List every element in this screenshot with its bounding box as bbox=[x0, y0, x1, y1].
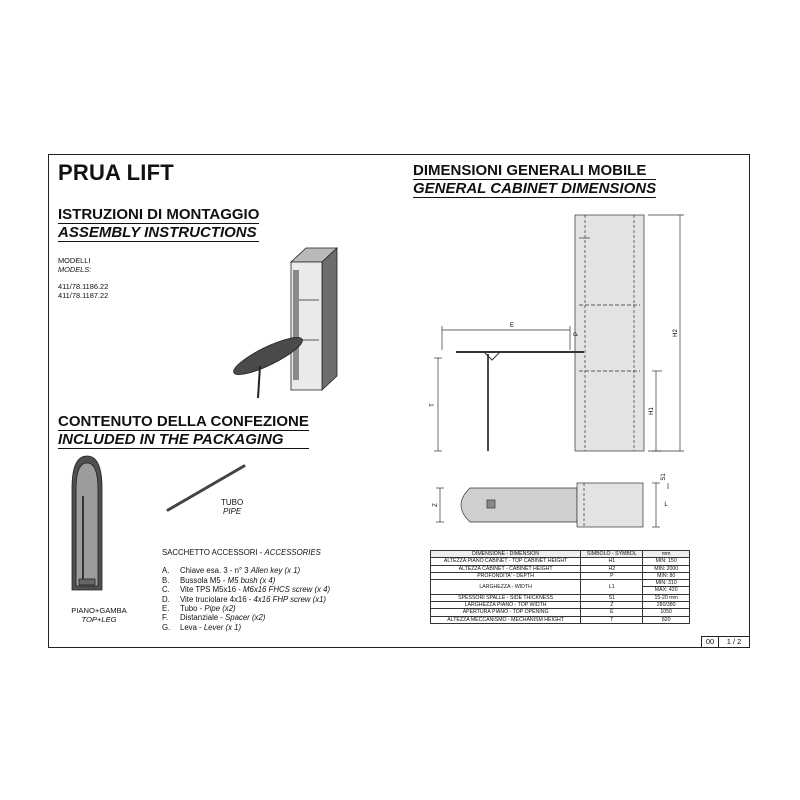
top-leg-label-it: PIANO+GAMBA bbox=[71, 606, 127, 615]
accessories-heading-it: SACCHETTO ACCESSORI - bbox=[162, 548, 265, 557]
dimensions-heading-it: DIMENSIONI GENERALI MOBILE bbox=[413, 162, 656, 180]
table-row bbox=[431, 609, 690, 616]
accessory-en: Pipe (x2) bbox=[204, 604, 236, 614]
contents-heading-it: CONTENUTO DELLA CONFEZIONE bbox=[58, 413, 309, 430]
accessory-en: M5 bush (x 4) bbox=[227, 575, 276, 585]
table-row bbox=[431, 565, 690, 572]
table-cell: ALTEZZA CABINET - CABINET HEIGHT bbox=[431, 565, 581, 572]
dimensions-table bbox=[430, 550, 690, 624]
accessory-it: Bussola M5 - bbox=[180, 575, 228, 585]
accessory-it: Chiave esa. 3 - n° 3 bbox=[180, 566, 251, 576]
accessory-it: Leva - bbox=[180, 622, 204, 632]
accessory-key: F. bbox=[162, 613, 169, 623]
accessory-key: G. bbox=[162, 622, 171, 632]
pipe-illustration bbox=[168, 466, 244, 510]
top-leg-illustration bbox=[72, 456, 102, 590]
dim-label-s1: S1 bbox=[661, 473, 667, 481]
table-cell: P bbox=[581, 572, 643, 579]
accessory-en: M6x16 FHCS screw (x 4) bbox=[242, 585, 331, 595]
dim-label-z: Z bbox=[433, 503, 439, 507]
cabinet-illustration bbox=[230, 248, 337, 398]
table-cell: LARGHEZZA PIANO - TOP WIDTH bbox=[431, 602, 581, 609]
table-cell: Z bbox=[581, 602, 643, 609]
accessory-en: 4x16 FHP screw (x1) bbox=[253, 594, 327, 604]
assembly-heading-it: ISTRUZIONI DI MONTAGGIO bbox=[58, 206, 260, 223]
page-title: PRUA LIFT bbox=[58, 160, 174, 185]
dim-label-l: L bbox=[664, 502, 668, 508]
table-row bbox=[431, 580, 690, 587]
plan-view bbox=[436, 483, 668, 527]
accessory-key: B. bbox=[162, 575, 170, 585]
models-label-it: MODELLI bbox=[58, 256, 91, 265]
accessory-it: Vite TPS M5x16 - bbox=[180, 585, 243, 595]
table-cell: 280/380 bbox=[643, 602, 690, 609]
table-cell: L1 bbox=[581, 580, 643, 595]
accessory-key: E. bbox=[162, 604, 170, 614]
table-cell: 1050 bbox=[643, 609, 690, 616]
table-header: mm bbox=[643, 551, 690, 558]
table-cell: MIN: 80 bbox=[643, 572, 690, 579]
page-number: 1 / 2 bbox=[718, 636, 750, 648]
table-cell: PROFONDITA' - DEPTH bbox=[431, 572, 581, 579]
accessory-it: Vite truciolare 4x16 - bbox=[180, 594, 254, 604]
table-cell: MIN: 150 bbox=[643, 558, 690, 565]
table-row bbox=[431, 558, 690, 565]
accessory-it: Tubo - bbox=[180, 604, 205, 614]
pipe-label-en: PIPE bbox=[223, 507, 242, 516]
table-cell: ALTEZZA MECCANISMO - MECHANISM HEIGHT bbox=[431, 616, 581, 623]
revision-box: 00 bbox=[701, 636, 719, 648]
table-row bbox=[431, 602, 690, 609]
table-header: DIMENSIONE - DIMENSION bbox=[431, 551, 581, 558]
table-cell: 15-20 mm bbox=[643, 594, 690, 601]
table-cell: SPESSORI SPALLE - SIDE THICKNESS bbox=[431, 594, 581, 601]
table-cell: MIN: 310 bbox=[643, 580, 690, 587]
table-cell: MIN: 2000 bbox=[643, 565, 690, 572]
table-cell: E bbox=[581, 609, 643, 616]
accessory-en: Spacer (x2) bbox=[225, 613, 266, 623]
table-row bbox=[431, 594, 690, 601]
accessory-en: Allen key (x 1) bbox=[250, 566, 301, 576]
dim-label-h1: H1 bbox=[649, 407, 655, 415]
table-cell: LARGHEZZA - WIDTH bbox=[431, 580, 581, 595]
table-row bbox=[431, 572, 690, 579]
accessory-en: Lever (x 1) bbox=[203, 622, 242, 632]
table-header-row bbox=[431, 551, 690, 558]
model-code: 411/78.1186.22 bbox=[58, 282, 109, 292]
accessory-key: D. bbox=[162, 594, 170, 604]
contents-heading-en: INCLUDED IN THE PACKAGING bbox=[58, 431, 309, 449]
table-row bbox=[431, 616, 690, 623]
table-cell: H2 bbox=[581, 565, 643, 572]
table-cell: H1 bbox=[581, 558, 643, 565]
table-header: SIMBOLO - SYMBOL bbox=[581, 551, 643, 558]
pipe-label-it: TUBO bbox=[221, 498, 244, 507]
table-cell: ALTEZZA PIANO CABINET - TOP CABINET HEIGHT bbox=[431, 558, 581, 565]
table-cell: MAX: 420 bbox=[643, 587, 690, 594]
table-cell: APERTURA PIANO - TOP OPENING bbox=[431, 609, 581, 616]
dim-label-h2: H2 bbox=[673, 329, 679, 337]
table-cell: T bbox=[581, 616, 643, 623]
dim-label-e: E bbox=[509, 323, 515, 329]
front-elevation bbox=[434, 215, 684, 451]
models-label-en: MODELS: bbox=[58, 264, 92, 274]
accessory-it: Distanziale - bbox=[180, 613, 226, 623]
dim-label-t: T bbox=[430, 403, 436, 407]
accessories-heading-en: ACCESSORIES bbox=[264, 548, 321, 557]
table-cell: S1 bbox=[581, 594, 643, 601]
top-leg-label-en: TOP+LEG bbox=[81, 615, 117, 624]
table-cell: 820 bbox=[643, 616, 690, 623]
dim-label-p: P bbox=[574, 331, 580, 337]
accessory-key: A. bbox=[162, 566, 170, 576]
assembly-heading-en: ASSEMBLY INSTRUCTIONS bbox=[58, 224, 259, 242]
accessory-key: C. bbox=[162, 585, 170, 595]
model-code: 411/78.1187.22 bbox=[58, 290, 109, 300]
dimensions-heading-en: GENERAL CABINET DIMENSIONS bbox=[413, 180, 657, 197]
